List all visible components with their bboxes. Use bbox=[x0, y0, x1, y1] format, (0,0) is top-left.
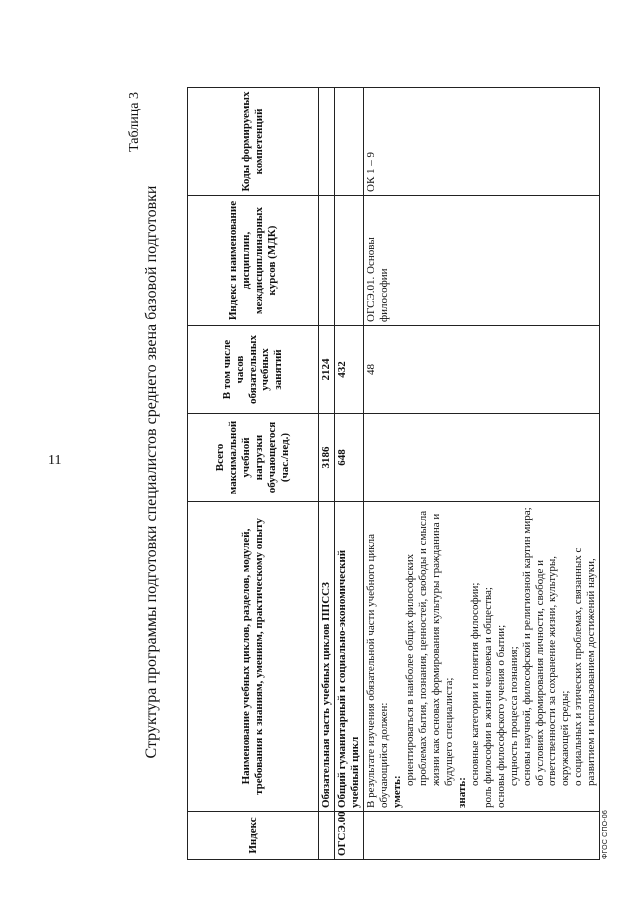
footer-code: ФГОС СПО-06 bbox=[602, 810, 609, 860]
cell-philosophy-hours: 48 bbox=[363, 326, 599, 414]
cell-cycle-total: 648 bbox=[334, 414, 363, 502]
table-header-row bbox=[188, 88, 319, 860]
cell-cycle-name: Общий гуманитарный и социально-экономический учебный цикл bbox=[334, 502, 363, 812]
cell-mandatory-name: Обязательная часть учебных циклов ППССЗ bbox=[319, 502, 335, 812]
rotated-page-content bbox=[127, 72, 597, 872]
requirements-intro: В результате изучения обязательной части учебного цикла обучающийся должен: bbox=[364, 534, 390, 808]
cell-mandatory-total: 3186 bbox=[319, 414, 335, 502]
cell-mandatory-hours: 2124 bbox=[319, 326, 335, 414]
curriculum-table bbox=[187, 87, 600, 860]
cell-cycle-hours: 432 bbox=[334, 326, 363, 414]
cell-empty bbox=[319, 196, 335, 326]
header-disciplines: Индекс и наименование дисциплин, междисциплинарных курсов (МДК) bbox=[188, 196, 319, 326]
cell-cycle-index: ОГСЭ.00 bbox=[334, 812, 363, 860]
cell-discipline: ОГСЭ.01. Основы философии bbox=[363, 196, 599, 326]
know-item: основные категории и понятия философии; bbox=[468, 582, 481, 786]
know-item: основы научной, философской и религиозной картин мира; bbox=[520, 507, 533, 786]
cell-empty bbox=[363, 414, 599, 502]
header-mandatory: В том числе часов обязательных учебных занятий bbox=[188, 326, 319, 414]
cell-empty bbox=[334, 88, 363, 196]
cell-competencies: ОК 1 – 9 bbox=[363, 88, 599, 196]
can-label: уметь: bbox=[390, 775, 403, 808]
know-label: знать: bbox=[455, 777, 468, 808]
know-item: об условиях формирования личности, свободе и ответственности за сохранение жизни, культуры, окружающей среды; bbox=[533, 555, 572, 786]
table-row-mandatory-part bbox=[319, 88, 335, 860]
header-name: Наименование учебных циклов, разделов, модулей, требования к знаниям, умениям, практическому опыту bbox=[188, 502, 319, 812]
know-item: роль философии в жизни человека и общества; bbox=[481, 587, 494, 808]
cell-empty bbox=[334, 196, 363, 326]
cell-requirements bbox=[363, 502, 599, 812]
header-index: Индекс bbox=[188, 812, 319, 860]
can-text: ориентироваться в наиболее общих философских проблемах бытия, познания, ценностей, свободы и смысла жизни как основах формирования культуры гражданина и будущего специалиста; bbox=[403, 510, 455, 786]
cell-empty bbox=[319, 812, 335, 860]
cell-empty bbox=[363, 812, 599, 860]
know-item: сущность процесса познания; bbox=[507, 646, 520, 786]
header-competencies: Коды формируемых компетенций bbox=[188, 88, 319, 196]
table-caption: Структура программы подготовки специалистов среднего звена базовой подготовки bbox=[143, 185, 160, 759]
know-item: основы философского учения о бытии; bbox=[494, 624, 507, 808]
page-number: 11 bbox=[48, 453, 62, 468]
cell-empty bbox=[319, 88, 335, 196]
know-item: о социальных и этических проблемах, связанных с развитием и использованием достижений науки, bbox=[572, 547, 598, 786]
header-total: Всего максимальной учебной нагрузки обучающегося (час./нед.) bbox=[188, 414, 319, 502]
table-label: Таблица 3 bbox=[127, 92, 142, 152]
table-row-ogse-cycle bbox=[334, 88, 363, 860]
table-row-philosophy bbox=[363, 88, 599, 860]
